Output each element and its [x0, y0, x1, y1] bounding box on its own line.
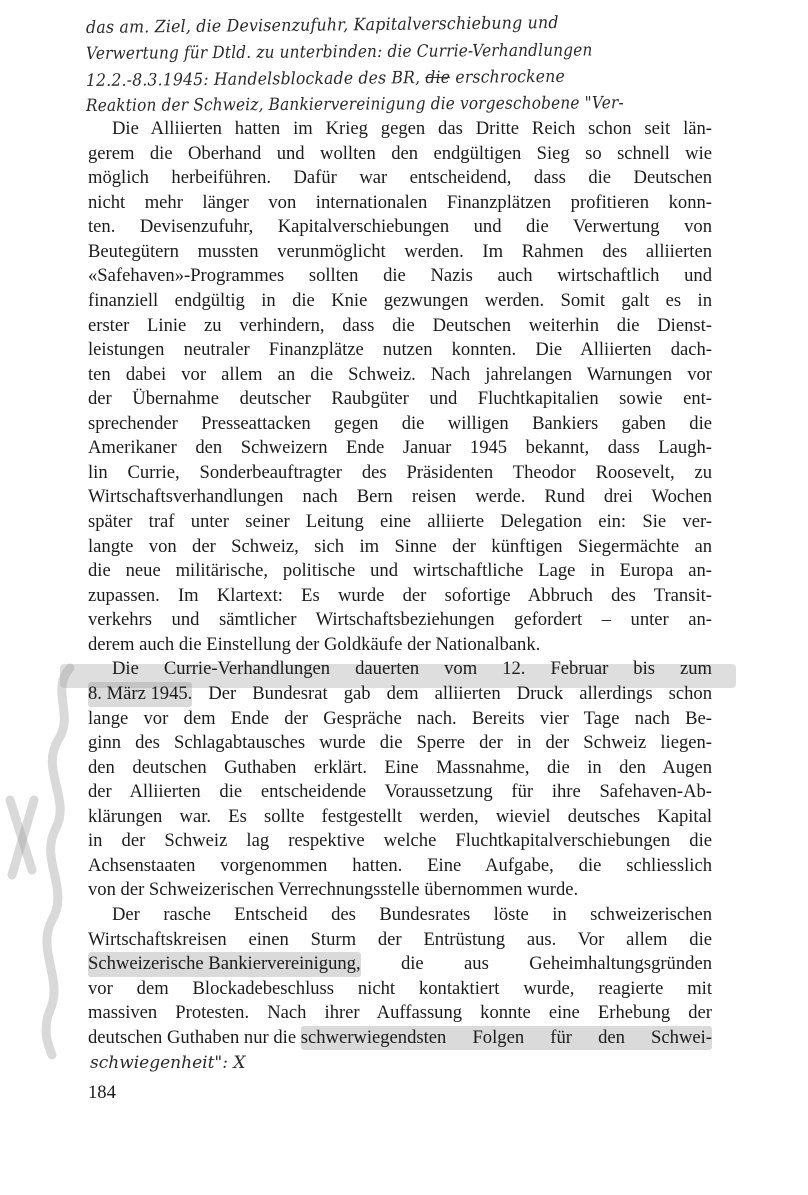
handwritten-note-line-3-rest: erschrockene	[455, 66, 565, 88]
text-line: Wirtschaftsverhandlungen nach Bern reisen werde. Rund drei Wochen	[88, 486, 712, 508]
text-segment: Der Bundesrat gab dem alliierten Druck allerdings schon	[192, 682, 712, 704]
text-line	[88, 682, 712, 707]
handwritten-note-line-4: Reaktion der Schweiz, Bankiervereinigung die vorgeschobene "Ver-	[85, 93, 624, 116]
text-line: lange vor dem Ende der Gespräche nach. Bereits vier Tage nach Be-	[88, 707, 712, 729]
handwritten-struck-word: die	[425, 67, 451, 89]
text-line: Beutegütern mussten verunmöglicht werden. Im Rahmen des alliierten	[88, 240, 712, 262]
text-line: die neue militärische, politische und wirtschaftliche Lage in Europa an-	[88, 560, 712, 582]
body-text	[88, 117, 712, 1050]
text-segment: die aus Geheimhaltungsgründen	[360, 953, 712, 975]
text-line: Wirtschaftskreisen einen Sturm der Entrüstung aus. Vor allem die	[88, 928, 712, 950]
text-line: lin Currie, Sonderbeauftragter des Präsidenten Theodor Roosevelt, zu	[88, 461, 712, 483]
text-line: den deutschen Guthaben erklärt. Eine Massnahme, die in den Augen	[88, 756, 712, 778]
text-line: in der Schweiz lag respektive welche Fluchtkapitalverschiebungen die	[88, 830, 712, 852]
handwritten-note-line-1: das am. Ziel, die Devisenzufuhr, Kapitalverschiebung und	[85, 13, 559, 38]
text-line: sprechender Presseattacken gegen die willigen Bankiers gaben die	[88, 412, 712, 434]
text-line: möglich herbeiführen. Dafür war entscheidend, dass die Deutschen	[88, 167, 712, 189]
text-line	[88, 1026, 712, 1051]
highlighted-text: Schweizerische Bankiervereinigung,	[88, 952, 361, 977]
text-line: vor dem Blockadebeschluss nicht kontaktiert wurde, reagierte mit	[88, 977, 712, 999]
page-number: 184	[88, 1082, 116, 1103]
text-line: zupassen. Im Klartext: Es wurde der sofortige Abbruch des Transit-	[88, 584, 712, 606]
highlighted-text: 8. März 1945.	[88, 682, 192, 707]
handwritten-footer-note: schwiegenheit": X	[90, 1053, 246, 1073]
text-line: derem auch die Einstellung der Goldkäufe der Nationalbank.	[88, 633, 541, 655]
text-line: der Übernahme deutscher Raubgüter und Fluchtkapitalien sowie ent-	[88, 388, 712, 410]
handwritten-note-line-3	[86, 66, 675, 91]
text-line: der Alliierten die entscheidende Voraussetzung für ihre Safehaven-Ab-	[88, 781, 712, 803]
handwritten-note-line-2: Verwertung für Dtld. zu unterbinden: die Currie-Verhandlungen	[85, 40, 593, 64]
text-line: erster Linie zu verhindern, dass die Deutschen weiterhin die Dienst-	[88, 314, 712, 336]
text-line: klärungen war. Es sollte festgestellt werden, wieviel deutsches Kapital	[88, 805, 712, 827]
text-line: leistungen neutraler Finanzplätze nutzen konnten. Die Alliierten dach-	[88, 339, 712, 361]
text-line: später traf unter seiner Leitung eine alliierte Delegation ein: Sie ver-	[88, 511, 712, 532]
text-line: ten dabei vor allem an die Schweiz. Nach jahrelangen Warnungen vor	[88, 363, 712, 385]
text-line: nicht mehr länger von internationalen Finanzplätzen profitieren konn-	[88, 191, 712, 213]
text-line: von der Schweizerischen Verrechnungsstelle übernommen wurde.	[88, 879, 579, 901]
text-line: langte von der Schweiz, sich im Sinne der künftigen Siegermächte an	[88, 535, 712, 557]
text-line: massiven Protesten. Nach ihrer Auffassung konnte eine Erhebung der	[88, 1002, 712, 1024]
text-line	[88, 952, 712, 977]
text-line: ten. Devisenzufuhr, Kapitalverschiebungen und die Verwertung von	[88, 216, 712, 238]
text-line: Die Alliierten hatten im Krieg gegen das Dritte Reich schon seit län-	[112, 118, 712, 139]
text-line: «Safehaven»-Programmes sollten die Nazis auch wirtschaftlich und	[88, 265, 712, 287]
text-line: gerem die Oberhand und wollten den endgültigen Sieg so schnell wie	[88, 142, 712, 164]
text-line: finanziell endgültig in die Knie gezwungen werden. Somit galt es in	[88, 289, 712, 311]
margin-highlight-mark	[0, 660, 90, 1060]
highlighted-text: schwerwiegendsten Folgen für den Schwei-	[301, 1026, 712, 1051]
text-line: Der rasche Entscheid des Bundesrates löste in schweizerischen	[112, 904, 712, 925]
text-line: Achsenstaaten vorgenommen hatten. Eine Aufgabe, die schliesslich	[88, 854, 712, 876]
text-line: ginn des Schlagabtausches wurde die Sperre der in der Schweiz liegen-	[88, 732, 712, 754]
handwritten-note-line-3-text: 12.2.-8.3.1945: Handelsblockade des BR,	[85, 68, 421, 91]
text-segment: deutschen Guthaben nur die	[88, 1026, 301, 1048]
text-line: verkehrs und sämtlicher Wirtschaftsbeziehungen gefordert – unter an-	[88, 609, 712, 631]
text-line: Amerikaner den Schweizern Ende Januar 1945 bekannt, dass Laugh-	[88, 437, 712, 459]
text-line-highlighted: Die Currie-Verhandlungen dauerten vom 12. Februar bis zum	[112, 658, 712, 680]
